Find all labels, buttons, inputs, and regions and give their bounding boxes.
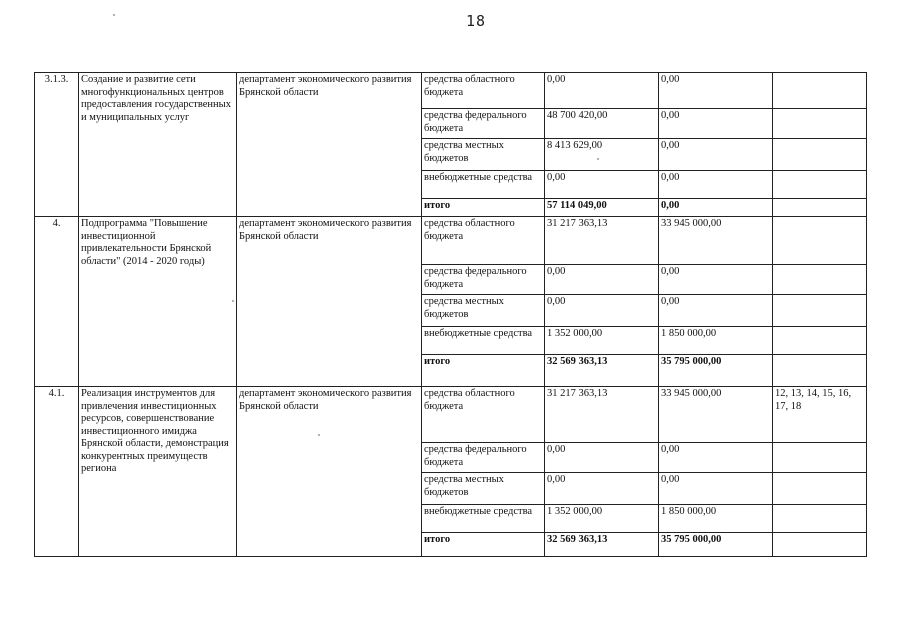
table-row — [35, 73, 867, 109]
funding-source: средства областного бюджета — [422, 217, 545, 265]
amount-first-column: 0,00 — [545, 473, 659, 505]
amount-first-column: 31 217 363,13 — [545, 217, 659, 265]
item-number: 4.1. — [35, 387, 79, 557]
item-number: 3.1.3. — [35, 73, 79, 217]
page-number: 18 — [466, 12, 487, 30]
indicators-cell — [773, 295, 867, 327]
amount-second-column: 0,00 — [659, 295, 773, 327]
funding-total-label: итого — [422, 355, 545, 387]
amount-first-column: 48 700 420,00 — [545, 109, 659, 139]
amount-second-column: 0,00 — [659, 199, 773, 217]
funding-source: средства областного бюджета — [422, 387, 545, 443]
amount-first-column: 57 114 049,00 — [545, 199, 659, 217]
table-row — [35, 217, 867, 265]
funding-total-label: итого — [422, 199, 545, 217]
amount-first-column: 0,00 — [545, 295, 659, 327]
amount-second-column: 1 850 000,00 — [659, 505, 773, 533]
amount-first-column: 0,00 — [545, 73, 659, 109]
funding-source: внебюджетные средства — [422, 327, 545, 355]
funding-source: средства местных бюджетов — [422, 473, 545, 505]
funding-source: средства местных бюджетов — [422, 139, 545, 171]
item-number: 4. — [35, 217, 79, 387]
amount-second-column: 0,00 — [659, 73, 773, 109]
amount-second-column: 0,00 — [659, 443, 773, 473]
item-name: Реализация инструментов для привлечения инвестиционных ресурсов, совершенствование инвестиционного имиджа Брянской области, демонстрация конкурентных преимуществ региона — [79, 387, 237, 557]
amount-second-column: 35 795 000,00 — [659, 355, 773, 387]
budget-table — [34, 72, 867, 557]
funding-source: средства федерального бюджета — [422, 443, 545, 473]
item-name: Подпрограмма "Повышение инвестиционной привлекательности Брянской области" (2014 - 2020 годы) — [79, 217, 237, 387]
table-row — [35, 387, 867, 443]
indicators-cell — [773, 199, 867, 217]
amount-first-column: 0,00 — [545, 265, 659, 295]
amount-second-column: 35 795 000,00 — [659, 533, 773, 557]
indicators-cell: 12, 13, 14, 15, 16, 17, 18 — [773, 387, 867, 443]
indicators-cell — [773, 73, 867, 109]
item-executor: департамент экономического развития Брянской области — [237, 387, 422, 557]
amount-first-column: 32 569 363,13 — [545, 355, 659, 387]
funding-total-label: итого — [422, 533, 545, 557]
indicators-cell — [773, 171, 867, 199]
funding-source: средства федерального бюджета — [422, 265, 545, 295]
amount-first-column: 0,00 — [545, 443, 659, 473]
amount-second-column: 0,00 — [659, 265, 773, 295]
amount-first-column: 32 569 363,13 — [545, 533, 659, 557]
indicators-cell — [773, 217, 867, 265]
budget-table-body — [35, 73, 867, 557]
amount-second-column: 1 850 000,00 — [659, 327, 773, 355]
scan-speck — [113, 14, 115, 16]
amount-second-column: 0,00 — [659, 139, 773, 171]
amount-second-column: 0,00 — [659, 109, 773, 139]
amount-first-column: 0,00 — [545, 171, 659, 199]
indicators-cell — [773, 473, 867, 505]
funding-source: средства местных бюджетов — [422, 295, 545, 327]
indicators-cell — [773, 505, 867, 533]
indicators-cell — [773, 109, 867, 139]
amount-second-column: 33 945 000,00 — [659, 217, 773, 265]
indicators-cell — [773, 355, 867, 387]
funding-source: средства областного бюджета — [422, 73, 545, 109]
indicators-cell — [773, 533, 867, 557]
funding-source: внебюджетные средства — [422, 171, 545, 199]
item-executor: департамент экономического развития Брянской области — [237, 217, 422, 387]
amount-first-column: 8 413 629,00 — [545, 139, 659, 171]
indicators-cell — [773, 443, 867, 473]
amount-first-column: 1 352 000,00 — [545, 327, 659, 355]
amount-second-column: 0,00 — [659, 171, 773, 199]
amount-first-column: 1 352 000,00 — [545, 505, 659, 533]
indicators-cell — [773, 139, 867, 171]
amount-first-column: 31 217 363,13 — [545, 387, 659, 443]
item-name: Создание и развитие сети многофункциональных центров предоставления государственных и муниципальных услуг — [79, 73, 237, 217]
amount-second-column: 33 945 000,00 — [659, 387, 773, 443]
indicators-cell — [773, 327, 867, 355]
amount-second-column: 0,00 — [659, 473, 773, 505]
funding-source: внебюджетные средства — [422, 505, 545, 533]
funding-source: средства федерального бюджета — [422, 109, 545, 139]
indicators-cell — [773, 265, 867, 295]
item-executor: департамент экономического развития Брянской области — [237, 73, 422, 217]
